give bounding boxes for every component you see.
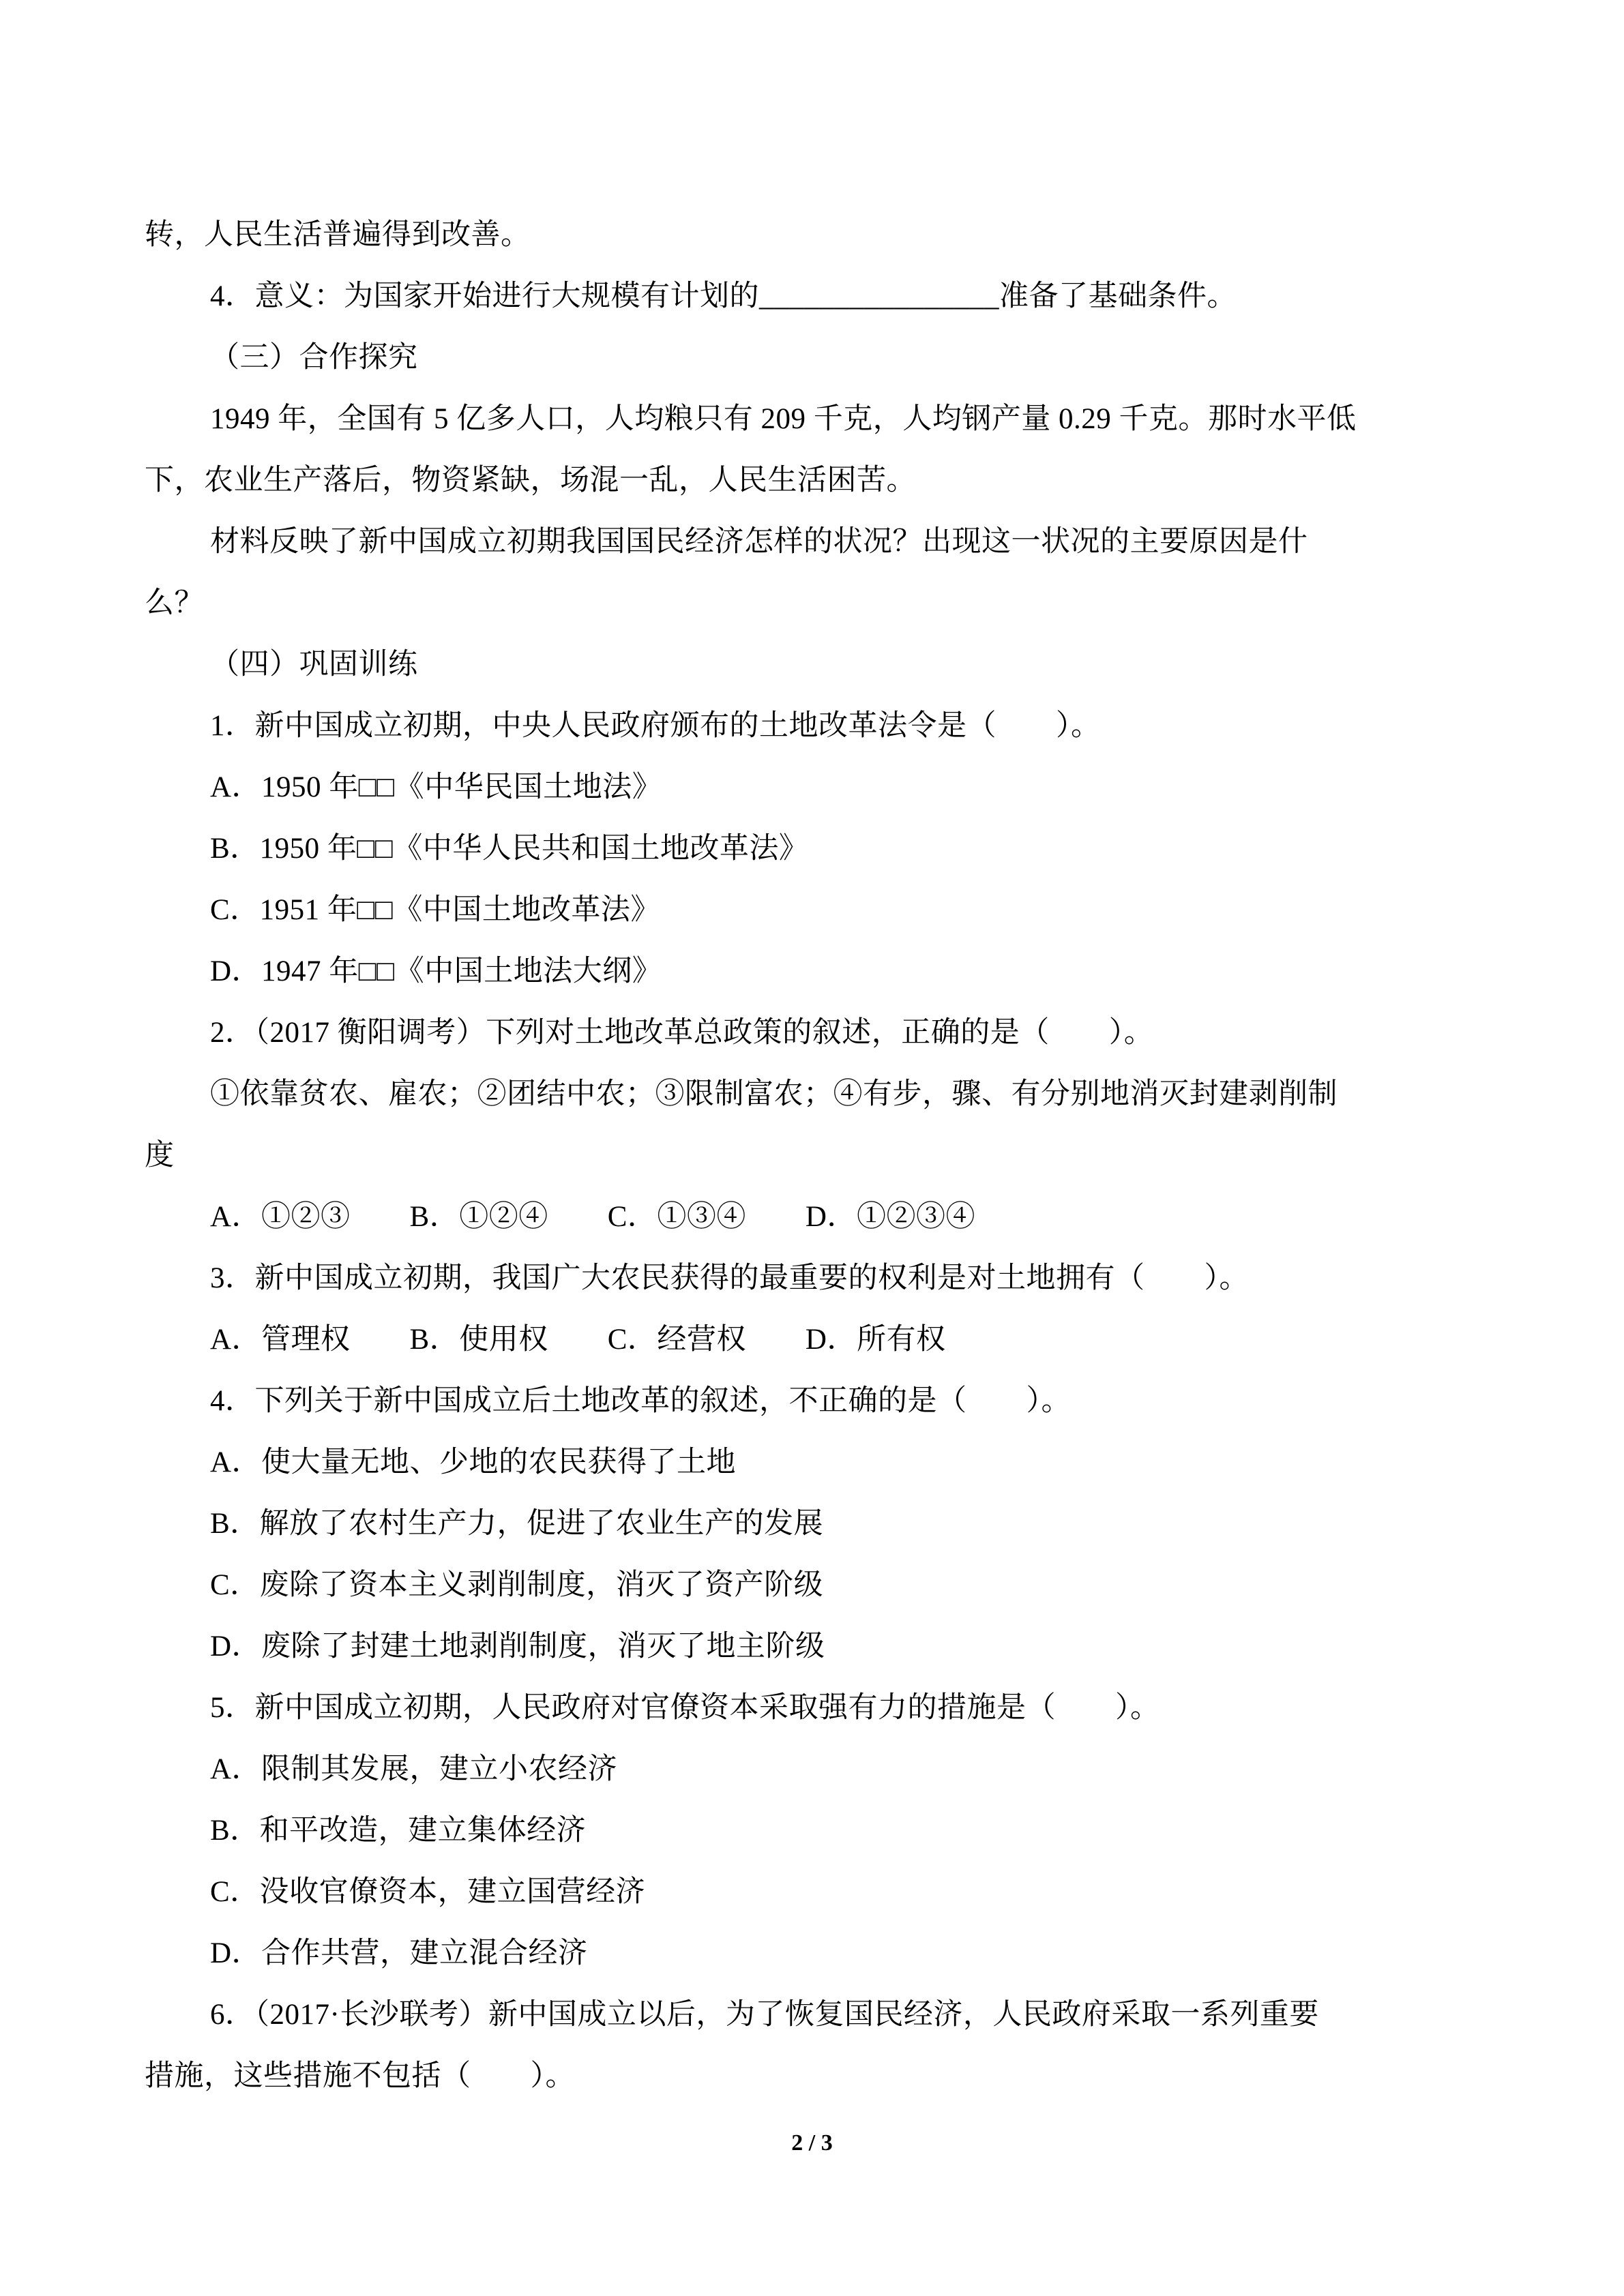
option-line: D．1947 年□□《中国土地法大纲》	[210, 955, 662, 987]
option-line: A．①②③ B．①②④ C．①③④ D．①②③④	[210, 1201, 975, 1233]
document-line: ①依靠贫农、雇农；②团结中农；③限制富农；④有步，骤、有分别地消灭封建剥削制	[210, 1078, 1338, 1110]
question-line: 6．（2017·长沙联考）新中国成立以后，为了恢复国民经济，人民政府采取一系列重要	[210, 1999, 1319, 2031]
document-line: 措施，这些措施不包括（ ）。	[145, 2060, 575, 2092]
option-line: C．没收官僚资本，建立国营经济	[210, 1876, 646, 1908]
option-line: A．限制其发展，建立小农经济	[210, 1753, 618, 1785]
document-line: 4．意义：为国家开始进行大规模有计划的________________准备了基础条件。	[210, 280, 1237, 312]
option-line: C．废除了资本主义剥削制度，消灭了资产阶级	[210, 1569, 824, 1601]
document-line: 度	[145, 1139, 175, 1172]
option-line: D．合作共营，建立混合经济	[210, 1937, 588, 1969]
worksheet-text-block	[145, 205, 1492, 2107]
question-line: 1．新中国成立初期，中央人民政府颁布的土地改革法令是（ ）。	[210, 710, 1101, 742]
document-line: 1949 年，全国有 5 亿多人口，人均粮只有 209 千克，人均钢产量 0.29 千克。那时水平低	[210, 403, 1357, 435]
option-line: A．使大量无地、少地的农民获得了土地	[210, 1446, 737, 1478]
option-line: D．废除了封建土地剥削制度，消灭了地主阶级	[210, 1630, 825, 1663]
document-line: 下，农业生产落后，物资紧缺，场混一乱，人民生活困苦。	[145, 464, 916, 496]
option-line: A．管理权 B．使用权 C．经营权 D．所有权	[210, 1324, 946, 1356]
option-line: C．1951 年□□《中国土地改革法》	[210, 894, 660, 926]
question-line: 4．下列关于新中国成立后土地改革的叙述，不正确的是（ ）。	[210, 1385, 1071, 1417]
option-line: B．和平改造，建立集体经济	[210, 1815, 587, 1847]
option-line: A．1950 年□□《中华民国土地法》	[210, 771, 662, 803]
option-line: B．1950 年□□《中华人民共和国土地改革法》	[210, 833, 809, 865]
page-number: 2 / 3	[791, 2130, 833, 2156]
question-line: 3．新中国成立初期，我国广大农民获得的最重要的权利是对土地拥有（ ）。	[210, 1262, 1249, 1294]
question-line: 2．（2017 衡阳调考）下列对土地改革总政策的叙述，正确的是（ ）。	[210, 1017, 1154, 1049]
section-heading: （三）合作探究	[210, 342, 418, 374]
document-line: 材料反映了新中国成立初期我国国民经济怎样的状况？出现这一状况的主要原因是什	[210, 526, 1308, 558]
document-line: 么？	[145, 587, 204, 619]
option-line: B．解放了农村生产力，促进了农业生产的发展	[210, 1508, 824, 1540]
section-heading: （四）巩固训练	[210, 648, 418, 681]
document-line: 转，人民生活普遍得到改善。	[145, 219, 531, 251]
question-line: 5．新中国成立初期，人民政府对官僚资本采取强有力的措施是（ ）。	[210, 1692, 1160, 1724]
